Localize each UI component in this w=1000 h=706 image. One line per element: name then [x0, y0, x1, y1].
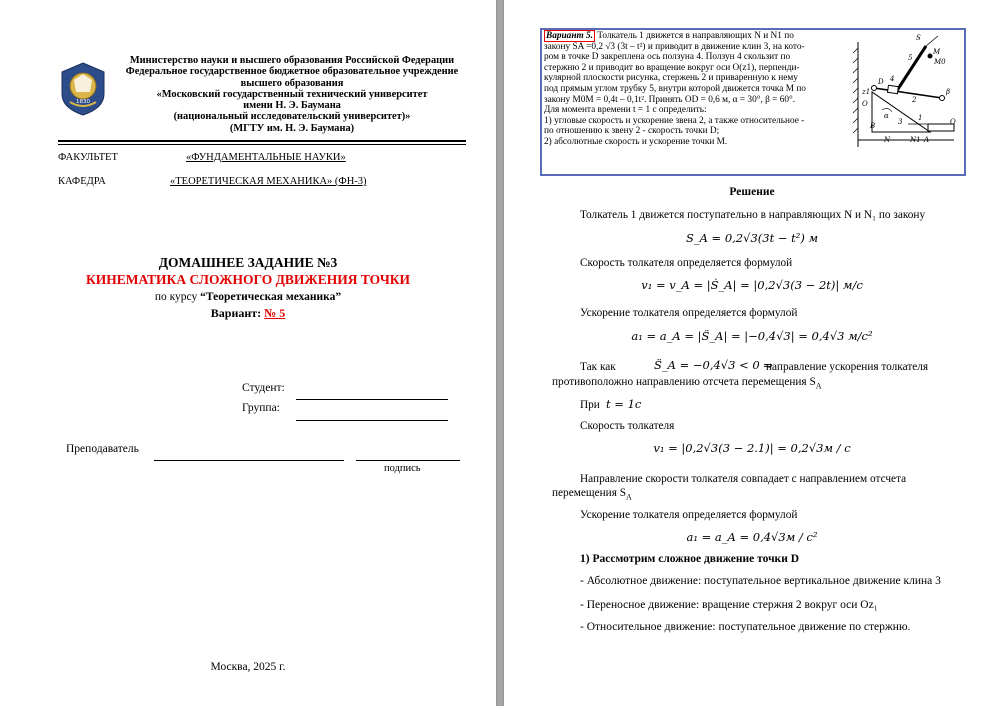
- para-4-start: Так как: [580, 361, 616, 373]
- fig-label: 1: [918, 114, 923, 122]
- mechanism-figure: [848, 32, 960, 152]
- variant-value: № 5: [264, 306, 286, 320]
- city-year: Москва, 2025 г.: [210, 661, 286, 673]
- teacher-name-line[interactable]: [154, 460, 344, 461]
- header-line: Министерство науки и высшего образования Российской Федерации: [129, 55, 455, 66]
- task-line: по отношению к звену 2 - скорость точки D;: [544, 126, 720, 137]
- fig-label: 3: [898, 118, 903, 126]
- department-value: «ТЕОРЕТИЧЕСКАЯ МЕХАНИКА» (ФН-3): [170, 176, 367, 187]
- task-line: закону SA =0,2 √3 (3t – t²) и приводит в движение клин 3, на кото-: [544, 41, 805, 52]
- homework-subject: КИНЕМАТИКА СЛОЖНОГО ДВИЖЕНИЯ ТОЧКИ: [85, 272, 411, 287]
- task-line: 2) абсолютные скорость и ускорение точки M.: [544, 136, 728, 147]
- task-line: под прямым углом трубку 5, внутри которой движется точка M по: [544, 83, 806, 94]
- header-divider-thin: [58, 144, 466, 145]
- equation-4: S̈_A = −0,4√3 < 0 ⇒: [654, 358, 774, 372]
- task-line: ром в точке D закреплена ось ползуна 4. Ползун 4 скользит по: [544, 52, 791, 63]
- para-7: Направление скорости толкателя совпадает с направлением отсчета: [580, 473, 907, 485]
- para-8: Ускорение толкателя определяется формулой: [580, 509, 798, 521]
- task-line: кулярной плоскости рисунка, стержень 2 и приваренную к нему: [544, 73, 798, 84]
- course-name: “Теоретическая механика”: [200, 291, 342, 303]
- para-5: При: [580, 399, 600, 411]
- task-line: закону M0M = 0,4t – 0,1t². Принять OD = 0,6 м, α = 30°, β = 60°.: [544, 94, 796, 105]
- university-crest-icon: [60, 62, 106, 116]
- solution-page: [504, 0, 1000, 706]
- variant-line: [0, 306, 496, 321]
- institution-header: [112, 55, 472, 134]
- para-1: Толкатель 1 движется поступательно в направляющих N и N₁ по закону: [580, 209, 926, 221]
- faculty-value: «ФУНДАМЕНТАЛЬНЫЕ НАУКИ»: [186, 152, 346, 163]
- fig-label: M0: [934, 58, 946, 66]
- header-divider: [58, 140, 466, 142]
- course-line: [0, 291, 496, 303]
- task-line: 1) угловые скорость и ускорение звена 2, а также относительное -: [544, 115, 805, 126]
- equation-2: v₁ = v_A = |Ṡ_A| = |0,2√3(3 − 2t)| м/с: [641, 278, 863, 292]
- task-badge: Вариант 5.: [546, 31, 594, 41]
- fig-label: α: [884, 112, 889, 120]
- header-line: (МГТУ им. Н. Э. Баумана): [229, 122, 355, 134]
- equation-5: t = 1с: [606, 397, 642, 411]
- para-6: Скорость толкателя: [580, 420, 675, 432]
- faculty-label: ФАКУЛЬТЕТ: [58, 152, 118, 163]
- fig-label: M: [933, 48, 941, 56]
- task-line: Толкатель 1 движется в направляющих N и N1 по: [595, 31, 794, 41]
- task-text: [544, 31, 844, 148]
- para-4-end: направление ускорения толкателя: [766, 361, 929, 373]
- bullet-absolute: - Абсолютное движение: поступательное вертикальное движение клина 3: [580, 575, 941, 587]
- svg-text:1830: 1830: [76, 99, 90, 105]
- equation-3: a₁ = a_A = |S̈_A| = |−0,4√3| = 0,4√3 м/с²: [631, 329, 873, 343]
- para-3: Ускорение толкателя определяется формулой: [580, 307, 798, 319]
- para-4-cont: противоположно направлению отсчета перемещения $S_A$: [552, 376, 822, 391]
- variant-label: Вариант:: [210, 306, 265, 320]
- task-line: стержню 2 и приводит во вращение вокруг оси O(z1), перпенди-: [544, 62, 800, 73]
- group-label: Группа:: [242, 402, 280, 414]
- fig-label: 2: [912, 96, 917, 104]
- student-input-line[interactable]: [296, 399, 448, 400]
- fig-label: A: [924, 136, 930, 144]
- student-label: Студент:: [242, 382, 285, 394]
- teacher-label: Преподаватель: [66, 443, 139, 455]
- fig-label: 4: [890, 75, 895, 83]
- para-2: Скорость толкателя определяется формулой: [580, 257, 793, 269]
- equation-1: S_A = 0,2√3(3t − t²) м: [685, 231, 819, 245]
- fig-label: β: [946, 88, 951, 96]
- fig-label: 5: [908, 54, 913, 62]
- para-7-cont: перемещения $S_A$: [552, 487, 632, 502]
- fig-label: N1: [910, 136, 921, 144]
- header-line: «Московский государственный технический университет: [156, 88, 428, 100]
- section-heading-1: 1) Рассмотрим сложное движение точки D: [580, 553, 799, 565]
- task-line: Для момента времени t = 1 с определить:: [544, 105, 707, 116]
- signature-line[interactable]: [356, 460, 460, 461]
- fig-label: O: [862, 100, 868, 108]
- title-page: [0, 0, 496, 706]
- fig-label: O: [950, 118, 956, 126]
- fig-label: S: [916, 34, 921, 42]
- equation-6: v₁ = |0,2√3(3 − 2.1)| = 0,2√3м / с: [653, 441, 851, 455]
- header-line: (национальный исследовательский университет)»: [173, 111, 411, 123]
- equation-8: a₁ = a_A = 0,4√3м / с²: [686, 530, 818, 544]
- course-prefix: по курсу: [154, 291, 201, 303]
- bullet-relative: - Относительное движение: поступательное движение по стержню.: [580, 621, 911, 633]
- header-line: Федеральное государственное бюджетное образовательное учреждение: [125, 66, 459, 78]
- signature-label: подпись: [384, 463, 421, 474]
- header-line: высшего образования: [240, 77, 344, 89]
- fig-label: B: [870, 122, 876, 130]
- homework-title: ДОМАШНЕЕ ЗАДАНИЕ №3: [158, 255, 338, 270]
- bullet-transport: - Переносное движение: вращение стержня 2 вокруг оси Oz₁: [580, 599, 878, 611]
- fig-label: N: [884, 136, 891, 144]
- fig-label: D: [878, 78, 884, 86]
- department-label: КАФЕДРА: [58, 176, 106, 187]
- header-line: имени Н. Э. Баумана: [243, 100, 341, 112]
- solution-title: Решение: [729, 186, 775, 198]
- fig-label: z1: [862, 88, 871, 96]
- group-input-line[interactable]: [296, 420, 448, 421]
